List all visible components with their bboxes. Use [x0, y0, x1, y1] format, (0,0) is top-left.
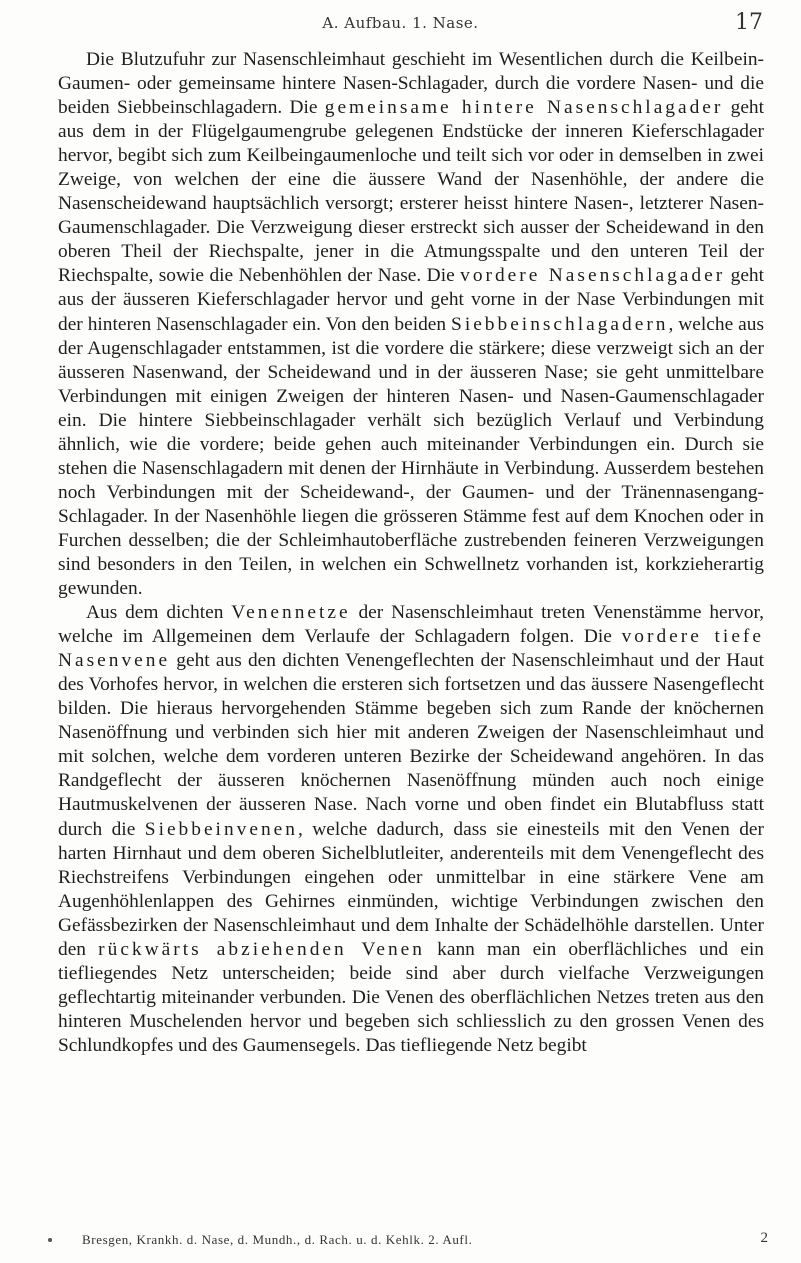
text-run: Die Blutzufuhr zur Nasenschleimhaut geschieht im Wesentlichen durch die Keilbein-Gaumen- oder gemeinsame hintere Nasen-Schlagader, durch die vordere Nasen- und die beiden Siebbeinschlagadern. Die — [58, 49, 764, 119]
paragraph-arterial-supply — [58, 48, 764, 601]
spaced-term: vordere Nasenschlagader — [460, 265, 726, 287]
text-run: geht aus den dichten Venengeflechten der Nasenschleimhaut und der Haut des Vorhofes hervor, in welchen die ersteren sich fortsetzen und das äussere Nasengeflecht bilden. Die hieraus hervorgehenden Stämme begeben sich zum Rande der knöchernen Nasenöffnung und verbinden sich hier mit anderen Zweigen der Nasenschleimhaut und mit solchen, welche dem vorderen unteren Bezirke der Scheidewand angehören. In das Randgeflecht der äusseren knöchernen Nasenöffnung münden auch noch einige Hautmuskelvenen der äusseren Nase. Nach vorne und oben findet ein Blutabfluss statt durch die — [58, 650, 764, 840]
body-text — [58, 48, 764, 1058]
text-run: der Nasenschleimhaut treten Venenstämme hervor, welche im Allgemeinen dem Verlaufe der Schlagadern folgen. Die — [58, 602, 764, 648]
spaced-term: gemeinsame hintere Nasenschlagader — [324, 97, 724, 119]
footer-dot-mark — [48, 1238, 52, 1242]
text-run: geht aus dem in der Flügelgaumengrube gelegenen Endstücke der inneren Kieferschlagader hervor, begibt sich zum Keilbeingaumenloche und teilt sich vor oder in demselben in zwei Zweige, von welchen der eine die äussere Wand der Nasenhöhle, der andere die Nasenscheidewand hauptsächlich versorgt; ersterer heisst hintere Nasen-, letzterer Nasen-Gaumenschlagader. Die Verzweigung dieser erstreckt sich ausser der Scheidewand in den oberen Theil der Riechspalte, jener in die Atmungsspalte und den unteren Teil der Riechspalte, sowie die Nebenhöhlen der Nase. Die — [58, 97, 765, 287]
page-number: 17 — [735, 10, 763, 35]
spaced-term: Siebbeinvenen — [144, 818, 298, 840]
signature-mark: 2 — [760, 1230, 768, 1246]
spaced-term: vordere tiefe Nasenvene — [58, 626, 764, 672]
spaced-term: Venennetze — [231, 602, 351, 624]
paragraph-venous-drainage — [58, 601, 764, 1058]
text-run: , welche aus der Augenschlagader entstammen, ist die vordere die stärkere; diese verzweigt sich an der äusseren Nasenwand, der Scheidewand und in der äusseren Nase; sie geht unmittelbare Verbindungen mit einigen Zweigen der hinteren Nasen- und Nasen-Gaumenschlagader ein. Die hintere Siebbeinschlagader verhält sich bezüglich Verlauf und Verbindung ähnlich, wie die vordere; beide gehen auch miteinander Verbindungen ein. Durch sie stehen die Nasenschlagadern mit denen der Hirnhäute in Verbindung. Ausserdem bestehen noch Verbindungen mit der Scheidewand-, der Gaumen- und der Tränennasengang-Schlagader. In der Nasenhöhle liegen die grösseren Stämme fest auf dem Knochen oder in Furchen desselben; die der Schleimhautoberfläche zustrebenden feineren Verzweigungen sind besonders in den Teilen, in welchen ein Schwellnetz vorhanden ist, korkzieherartig gewunden. — [58, 313, 764, 600]
text-run: kann man ein oberflächliches und ein tiefliegendes Netz unterscheiden; beide sind aber durch vielfache Verzweigungen geflechtartig miteinander verbunden. Die Venen des oberflächlichen Netzes treten aus den hinteren Muschelenden hervor und begeben sich schliesslich zu den grossen Venen des Schlundkopfes und des Gaumensegels. Das tiefliegende Netz begibt — [58, 938, 764, 1056]
running-title: A. Aufbau. 1. Nase. — [322, 14, 479, 32]
spaced-term: rückwärts abziehenden Venen — [98, 938, 425, 960]
spaced-term: Siebbeinschlagadern — [451, 313, 669, 335]
text-run: geht aus der äusseren Kieferschlagader hervor und geht vorne in der Nase Verbindungen mit der hinteren Nasenschlagader ein. Von den beiden — [58, 265, 765, 335]
text-run: Aus dem dichten — [86, 602, 232, 624]
page-footer — [58, 1230, 768, 1252]
running-head — [0, 6, 801, 42]
footer-reference: Bresgen, Krankh. d. Nase, d. Mundh., d. Rach. u. d. Kehlk. 2. Aufl. — [82, 1232, 473, 1247]
text-run: , welche dadurch, dass sie einesteils mit den Venen der harten Hirnhaut und dem oberen Sichelblutleiter, anderenteils mit dem Venengeflecht des Riechstreifens Verbindungen eingehen oder unmittelbar in eine stärkere Vene am Augenhöhlenlappen des Gehirnes einmünden, wichtige Verbindungen zwischen den Gefässbezirken der Nasenschleimhaut und dem Inhalte der Schädelhöhle darstellen. Unter den — [58, 818, 764, 960]
